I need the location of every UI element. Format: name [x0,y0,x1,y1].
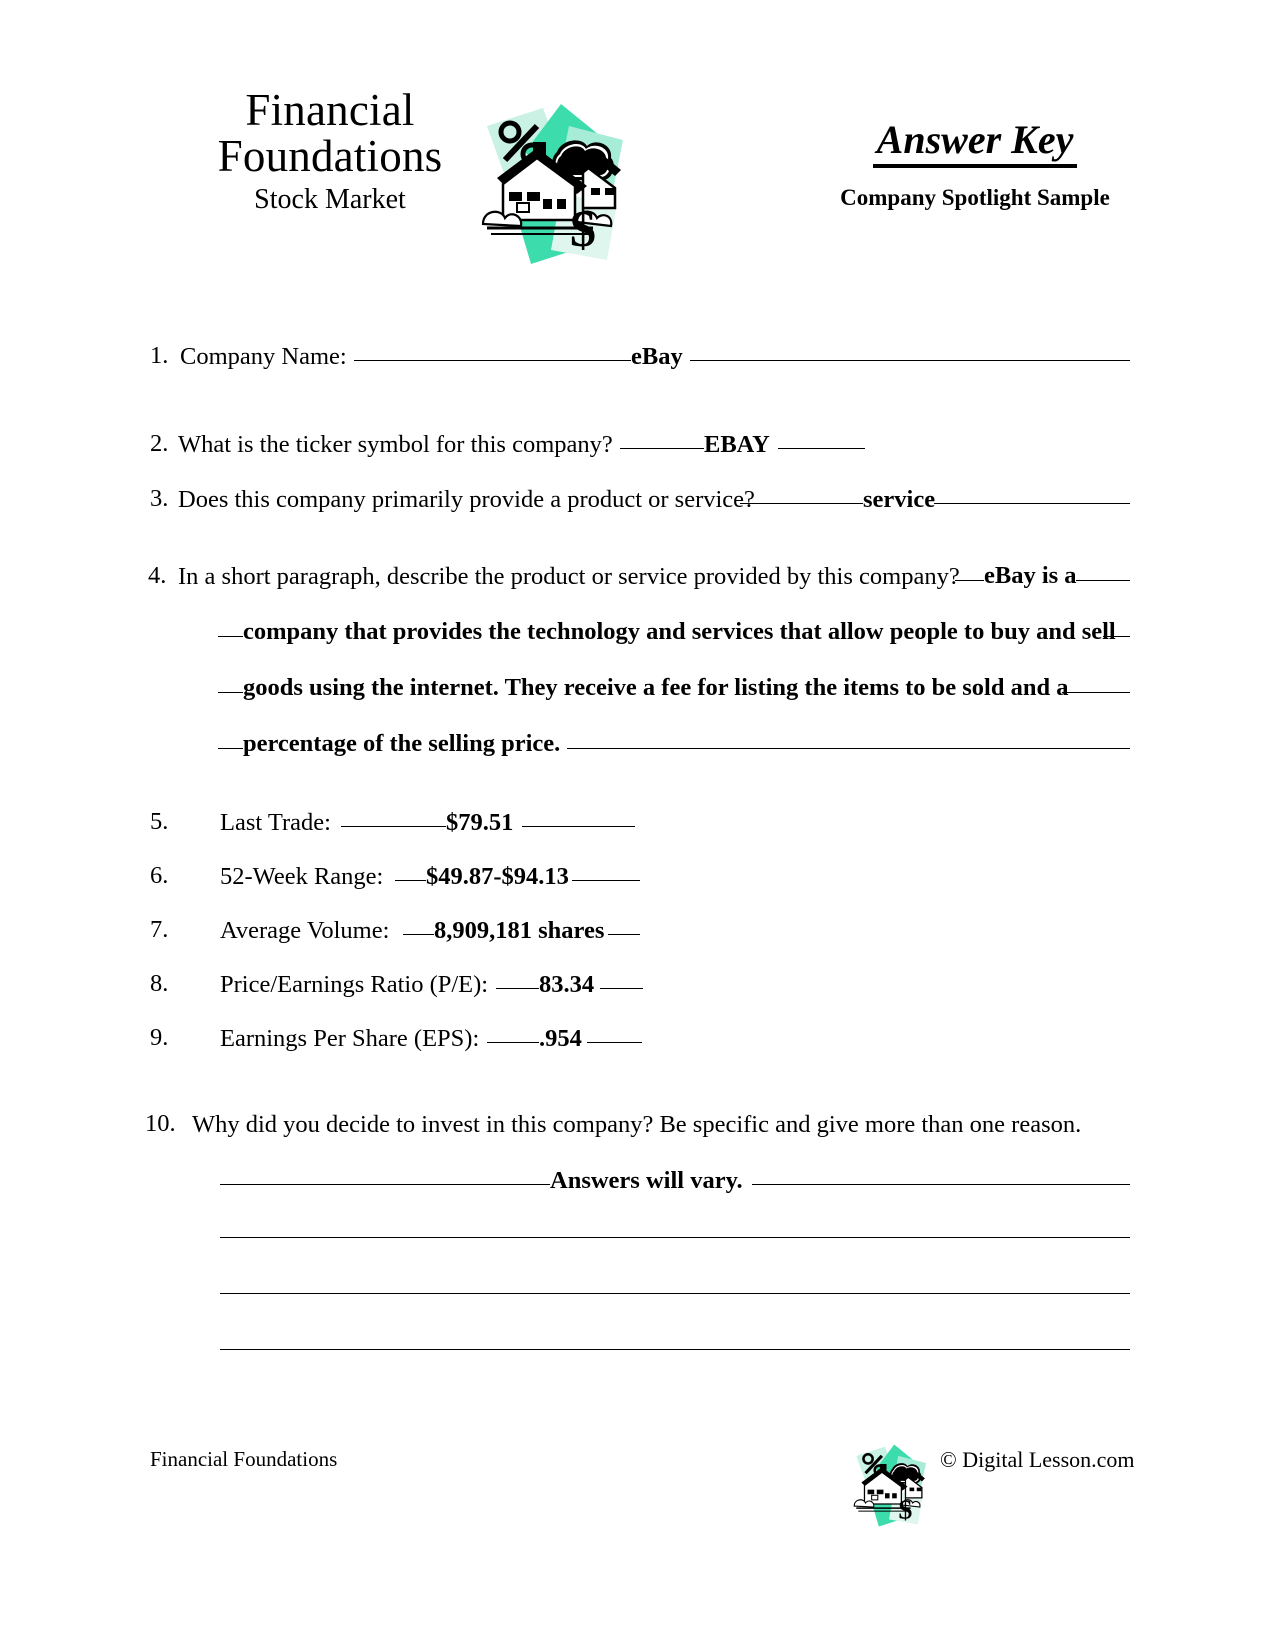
question-4-prompt: In a short paragraph, describe the product or service provided by this company? [178,563,960,590]
question-2-prompt: What is the ticker symbol for this company? [178,431,613,458]
question-6-blank-right[interactable] [572,862,640,881]
page-title: Answer Key [873,118,1078,168]
question-4-blank-a[interactable] [955,562,984,581]
question-6-prompt: 52-Week Range: [220,863,384,890]
question-9-answer: .954 [539,1025,582,1052]
question-3-prompt: Does this company primarily provide a product or service? [178,486,755,513]
question-1-blank-left[interactable] [354,342,631,361]
page-header [0,0,1275,290]
question-10-number: 10. [145,1110,176,1137]
question-10-blank-right[interactable] [752,1166,1130,1185]
question-4-blank-f[interactable] [1062,674,1130,693]
question-8-blank-left[interactable] [496,970,539,989]
question-3-blank-right[interactable] [934,485,1130,504]
footer-copyright: © Digital Lesson.com [940,1447,1135,1472]
answer-key-heading-block [760,118,1190,211]
question-4-answer-line-3: goods using the internet. They receive a fee for listing the items to be sold and a [243,674,1069,701]
question-5-blank-right[interactable] [522,808,635,827]
question-2-blank-left[interactable] [620,430,704,449]
footer-left-text: Financial Foundations [150,1447,338,1471]
brand-line-1: Financial [245,85,415,135]
page-subtitle: Company Spotlight Sample [840,185,1110,210]
question-4-answer-line-1: eBay is a [984,562,1077,589]
question-4-blank-b[interactable] [1076,562,1130,581]
question-2-blank-right[interactable] [778,430,865,449]
question-9-number: 9. [150,1024,169,1051]
question-2-answer: EBAY [704,431,770,458]
question-6-number: 6. [150,862,169,889]
question-4-blank-e[interactable] [218,674,243,693]
question-9-blank-right[interactable] [587,1024,642,1043]
svg-text:$: $ [570,201,596,258]
question-10-prompt: Why did you decide to invest in this company? Be specific and give more than one reason. [192,1111,1082,1138]
brand-title-block [195,85,465,215]
question-5-blank-left[interactable] [341,808,446,827]
question-4-blank-g[interactable] [218,730,243,749]
question-10-blank-left[interactable] [220,1166,550,1185]
question-1-blank-right[interactable] [690,342,1130,361]
question-7-blank-left[interactable] [403,916,434,935]
question-8-number: 8. [150,970,169,997]
question-1-number: 1. [150,342,169,369]
question-4-answer-line-2: company that provides the technology and services that allow people to buy and sell [243,618,1116,645]
question-3-number: 3. [150,485,169,512]
question-5-answer: $79.51 [446,809,514,836]
question-10-answer: Answers will vary. [550,1167,743,1194]
brand-line-2: Foundations [217,130,443,181]
question-6-blank-left[interactable] [395,862,426,881]
brand-subtitle: Stock Market [254,183,406,215]
question-8-answer: 83.34 [539,971,595,998]
footer-house-percent-dollar-logo-icon [845,1440,927,1528]
question-5-prompt: Last Trade: [220,809,331,836]
question-1-prompt: Company Name: [180,343,347,370]
question-8-prompt: Price/Earnings Ratio (P/E): [220,971,489,998]
question-4-number: 4. [148,562,167,589]
question-5-number: 5. [150,808,169,835]
question-9-prompt: Earnings Per Share (EPS): [220,1025,480,1052]
question-4-blank-h[interactable] [567,730,1130,749]
answer-line-4[interactable] [220,1349,1130,1350]
question-7-number: 7. [150,916,169,943]
question-4-blank-c[interactable] [218,618,243,637]
question-3-blank-left[interactable] [740,485,863,504]
answer-line-3[interactable] [220,1293,1130,1294]
question-7-answer: 8,909,181 shares [434,917,605,944]
house-percent-dollar-logo-icon [465,96,625,266]
question-4-answer-line-4: percentage of the selling price. [243,730,561,757]
question-7-prompt: Average Volume: [220,917,390,944]
question-1-answer: eBay [631,343,683,370]
answer-line-2[interactable] [220,1237,1130,1238]
svg-text:$: $ [898,1493,913,1525]
question-4-blank-d[interactable] [1103,618,1130,637]
question-2-number: 2. [150,430,169,457]
question-8-blank-right[interactable] [600,970,643,989]
question-6-answer: $49.87-$94.13 [426,863,569,890]
question-3-answer: service [863,486,936,513]
question-9-blank-left[interactable] [487,1024,539,1043]
question-7-blank-right[interactable] [608,916,640,935]
